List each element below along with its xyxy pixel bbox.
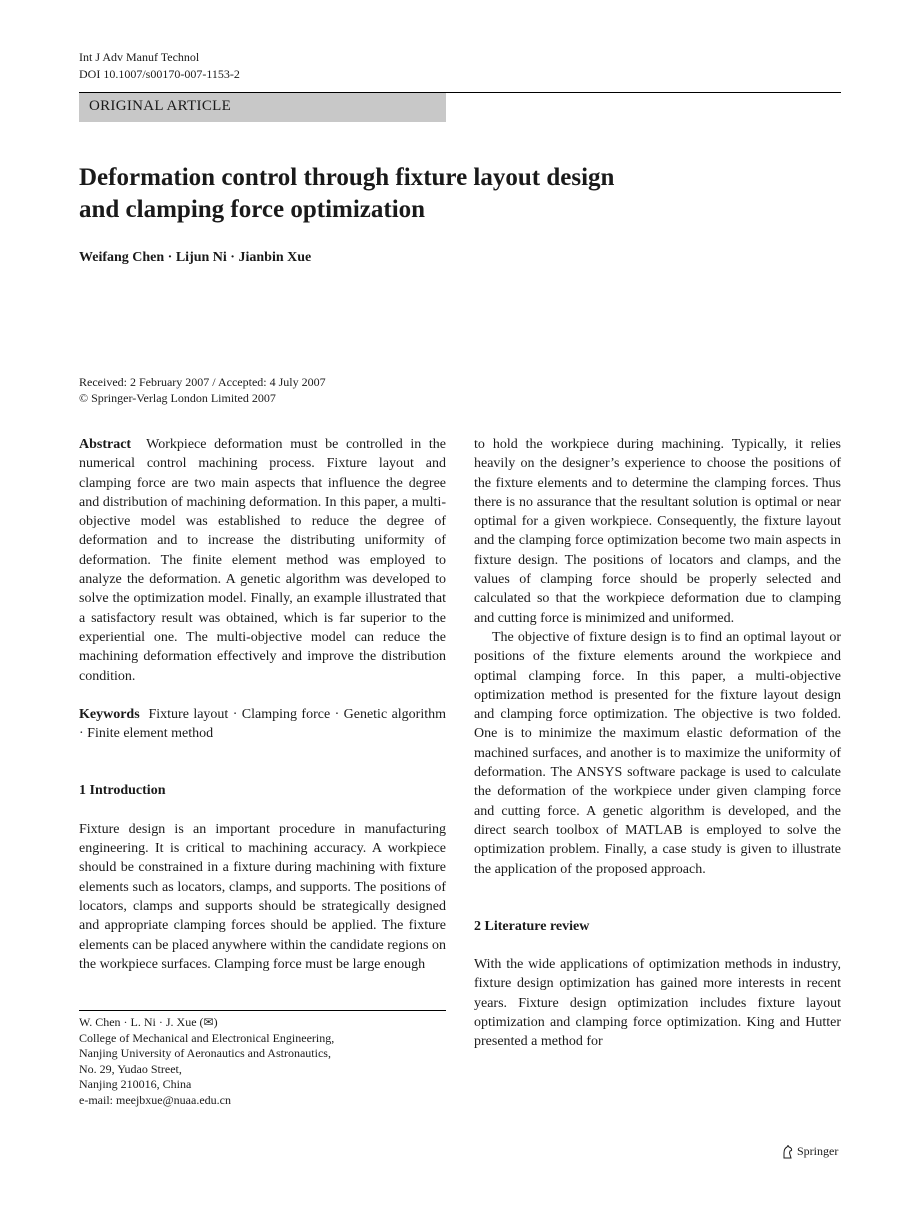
footnote-university: Nanjing University of Aeronautics and Astronautics, (79, 1046, 331, 1060)
section-2-heading: 2 Literature review (474, 918, 590, 934)
springer-horse-icon (782, 1145, 793, 1159)
keywords (79, 705, 446, 744)
title-line-1: Deformation control through fixture layout design (79, 164, 615, 191)
received-accepted: Received: 2 February 2007 / Accepted: 4 July 2007 (79, 375, 326, 389)
paper-title (79, 162, 739, 226)
dates-block (79, 374, 326, 406)
keywords-label: Keywords (79, 706, 140, 722)
abstract-text: Workpiece deformation must be controlled in the numerical control machining process. Fixture layout and clamping force are two main aspects that influence the degree and distribution of machining deformation. In this paper, a multi-objective model was established to reduce the degree of deformation and to increase the distributing uniformity of deformation. The finite element method was employed to analyze the deformation. A genetic algorithm was developed to solve the optimization model. Finally, an example illustrated that a satisfactory result was obtained, which is far superior to the experiential one. The multi-objective model can reduce the machining deformation effectively and improve the distribution condition. (79, 437, 446, 684)
footnote-authors: W. Chen · L. Ni · J. Xue (✉) (79, 1015, 218, 1029)
article-type-box (79, 93, 446, 122)
intro-paragraph-1: Fixture design is an important procedure in manufacturing engineering. It is critical to machining accuracy. A workpiece should be constrained in a fixture during machining with fixture elements such as locators, clamps, and supports. The positions of locators, clamps and supports should be strategically designed and appropriate clamping forces should be applied. The fixture elements can be placed anywhere within the candidate regions on the workpiece surfaces. Clamping force must be large enough (79, 821, 446, 972)
title-line-2: and clamping force optimization (79, 196, 426, 223)
author-affiliation-footnote (79, 1015, 446, 1108)
right-column (474, 435, 841, 1052)
left-column (79, 435, 446, 974)
footnote-department: College of Mechanical and Electronical Engineering, (79, 1030, 335, 1045)
intro-paragraph-2: The objective of fixture design is to find an optimal layout or positions of the fixture elements around the workpiece and optimal clamping force. In this paper, a multi-objective optimization method is presented for the fixture layout design and clamping force optimization. The objective is two folded. One is to minimize the maximum elastic deformation of the machined surfaces, and another is to maximize the uniformity of deformation. The ANSYS software package is used to calculate the deformation of the workpiece under given clamping force and cutting force. A genetic algorithm is developed, and the direct search toolbox of MATLAB is employed to solve the optimization problem. Finally, a case study is given to illustrate the application of the proposed approach. (474, 629, 841, 877)
section-1-heading: 1 Introduction (79, 783, 166, 799)
author-list: Weifang Chen · Lijun Ni · Jianbin Xue (79, 250, 312, 265)
footnote-street: No. 29, Yudao Street, (79, 1061, 182, 1076)
footnote-email: e-mail: meejbxue@nuaa.edu.cn (79, 1092, 231, 1107)
publisher-logo (782, 1144, 838, 1159)
abstract-label: Abstract (79, 437, 132, 452)
doi: DOI 10.1007/s00170-007-1153-2 (79, 67, 240, 81)
intro-paragraph-1-continued: to hold the workpiece during machining. Typically, it relies heavily on the designer’s experience to choose the positions of the fixture elements and to determine the clamping forces. Thus there is no assurance that the resultant solution is optimal or near optimal for a given workpiece. Consequently, the fixture layout and the clamping force optimization become two main aspects in fixture design. The positions of locators and clamps, and the values of clamping force should be properly selected and calculated so that the workpiece deformation due to clamping and cutting force is minimized and uniformed. (474, 437, 841, 626)
footnote-rule (79, 1010, 446, 1011)
publisher-name: Springer (797, 1144, 839, 1158)
literature-paragraph-1: With the wide applications of optimization methods in industry, fixture design optimization has gained more interests in recent years. Fixture design optimization includes fixture layout optimization and clamping force optimization. King and Hutter presented a method for (474, 957, 841, 1050)
article-type: ORIGINAL ARTICLE (89, 98, 232, 114)
keywords-text: Fixture layout · Clamping force · Genetic algorithm · Finite element method (79, 706, 447, 742)
copyright: © Springer-Verlag London Limited 2007 (79, 391, 276, 405)
footnote-city: Nanjing 210016, China (79, 1077, 192, 1091)
journal-name: Int J Adv Manuf Technol (79, 50, 200, 64)
journal-header (79, 49, 240, 83)
abstract (79, 435, 446, 686)
